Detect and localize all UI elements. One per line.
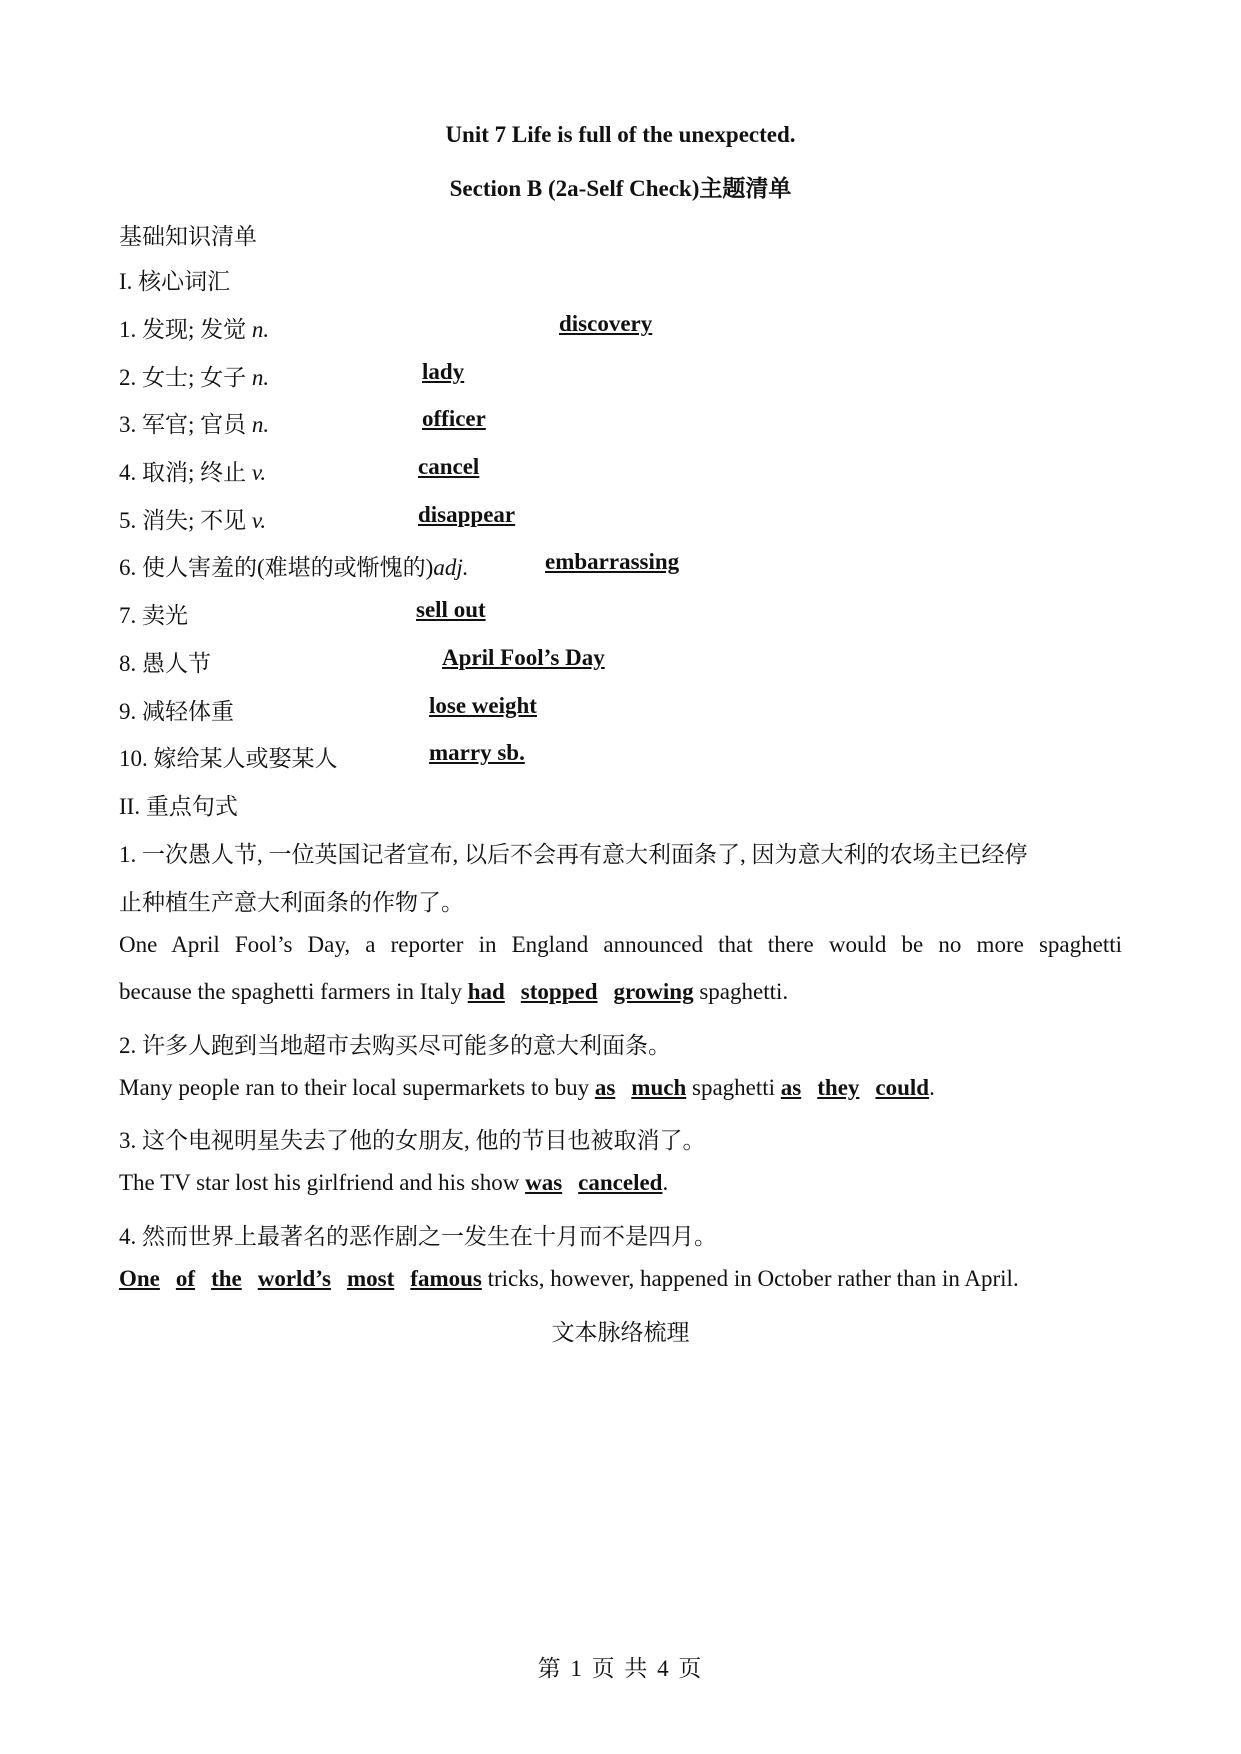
answer-blank: as <box>780 1075 802 1100</box>
vocab-answer: lady <box>422 359 465 384</box>
answer-blank: canceled <box>578 1170 663 1195</box>
sentence-1-cn-line1: 1. 一次愚人节, 一位英国记者宣布, 以后不会再有意大利面条了, 因为意大利的农场主已经停 <box>119 842 1028 867</box>
vocab-prompt: 5. 消失; 不见 v. <box>119 508 267 533</box>
section-outline-heading: 文本脉络梳理 <box>551 1320 690 1345</box>
answer-blank: much <box>631 1075 687 1100</box>
sentence-2-en: Many people ran to their local supermarkets to buy as much spaghetti as they could. <box>119 1075 935 1100</box>
answer-blank: stopped <box>520 979 598 1004</box>
answer-blank: world’s <box>257 1266 331 1291</box>
vocab-answer: April Fool’s Day <box>442 645 605 670</box>
section-basic-heading: 基础知识清单 <box>119 224 257 249</box>
answer-blank: One <box>119 1266 160 1291</box>
title-unit: Unit 7 Life is full of the unexpected. <box>445 122 796 147</box>
title-section: Section B (2a-Self Check)主题清单 <box>449 176 792 201</box>
answer-blank: was <box>525 1170 563 1195</box>
sentence-1-en-line1: One April Fool’s Day, a reporter in England announced that there would be no more spaghetti <box>119 932 1122 957</box>
sentence-4-en: One of the world’s most famous tricks, however, happened in October rather than in April. <box>119 1266 1019 1291</box>
sentence-4-cn: 4. 然而世界上最著名的恶作剧之一发生在十月而不是四月。 <box>119 1224 717 1249</box>
vocab-prompt: 7. 卖光 <box>119 603 188 628</box>
vocab-prompt: 1. 发现; 发觉 n. <box>119 317 270 342</box>
answer-blank: of <box>175 1266 196 1291</box>
vocab-prompt: 2. 女士; 女子 n. <box>119 365 270 390</box>
vocab-answer: embarrassing <box>545 549 680 574</box>
answer-blank: the <box>211 1266 242 1291</box>
sentence-2-cn: 2. 许多人跑到当地超市去购买尽可能多的意大利面条。 <box>119 1033 671 1058</box>
vocab-heading: I. 核心词汇 <box>119 269 231 294</box>
answer-blank: as <box>594 1075 616 1100</box>
sentence-1-en-line2: because the spaghetti farmers in Italy had stopped growing spaghetti. <box>119 979 789 1004</box>
sentence-3-en: The TV star lost his girlfriend and his show was canceled. <box>119 1170 669 1195</box>
answer-blank: growing <box>613 979 694 1004</box>
vocab-answer: disappear <box>418 502 516 527</box>
vocab-prompt: 9. 减轻体重 <box>119 699 234 724</box>
vocab-prompt: 8. 愚人节 <box>119 651 211 676</box>
vocab-answer: lose weight <box>429 693 537 718</box>
page-footer: 第 1 页 共 4 页 <box>537 1656 704 1681</box>
vocab-answer: officer <box>422 406 486 431</box>
patterns-heading: II. 重点句式 <box>119 794 238 819</box>
answer-blank: famous <box>410 1266 482 1291</box>
vocab-answer: marry sb. <box>429 740 525 765</box>
answer-blank: most <box>347 1266 395 1291</box>
vocab-prompt: 3. 军官; 官员 n. <box>119 412 270 437</box>
vocab-answer: cancel <box>418 454 480 479</box>
vocab-prompt: 4. 取消; 终止 v. <box>119 460 267 485</box>
sentence-3-cn: 3. 这个电视明星失去了他的女朋友, 他的节目也被取消了。 <box>119 1128 706 1153</box>
vocab-prompt: 6. 使人害羞的(难堪的或惭愧的)adj. <box>119 555 469 580</box>
vocab-answer: sell out <box>416 597 486 622</box>
vocab-prompt: 10. 嫁给某人或娶某人 <box>119 746 338 771</box>
answer-blank: they <box>817 1075 860 1100</box>
vocab-answer: discovery <box>559 311 653 336</box>
answer-blank: had <box>467 979 505 1004</box>
sentence-1-cn-line2: 止种植生产意大利面条的作物了。 <box>119 890 464 915</box>
answer-blank: could <box>875 1075 930 1100</box>
